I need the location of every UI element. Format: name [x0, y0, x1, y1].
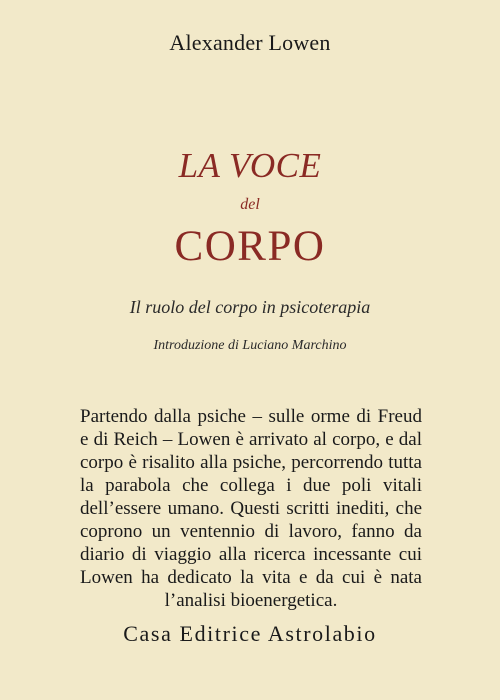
title-line-1: LA VOCE — [178, 146, 322, 185]
title-line-3: CORPO — [174, 223, 326, 270]
title-line-2: del — [240, 196, 260, 213]
subtitle: Il ruolo del corpo in psicoterapia — [129, 297, 371, 317]
cover-blurb: Partendo dalla psiche – sulle orme di Freud e di Reich – Lowen è arrivato al corpo, e dal corpo è risalito alla psiche, percorrendo tutta la parabola che collega i due poli vitali dell’essere umano. Questi scritti inediti, che coprono un ventennio di lavoro, fanno da diario di viaggio alla ricerca incessante cui Lowen ha dedicato la vita e da cui è nata l’analisi bioenergetica. — [80, 406, 422, 611]
introduction-credit: Introduzione di Luciano Marchino — [153, 338, 347, 353]
publisher-name: Casa Editrice Astrolabio — [123, 621, 377, 646]
author-name: Alexander Lowen — [169, 30, 331, 55]
